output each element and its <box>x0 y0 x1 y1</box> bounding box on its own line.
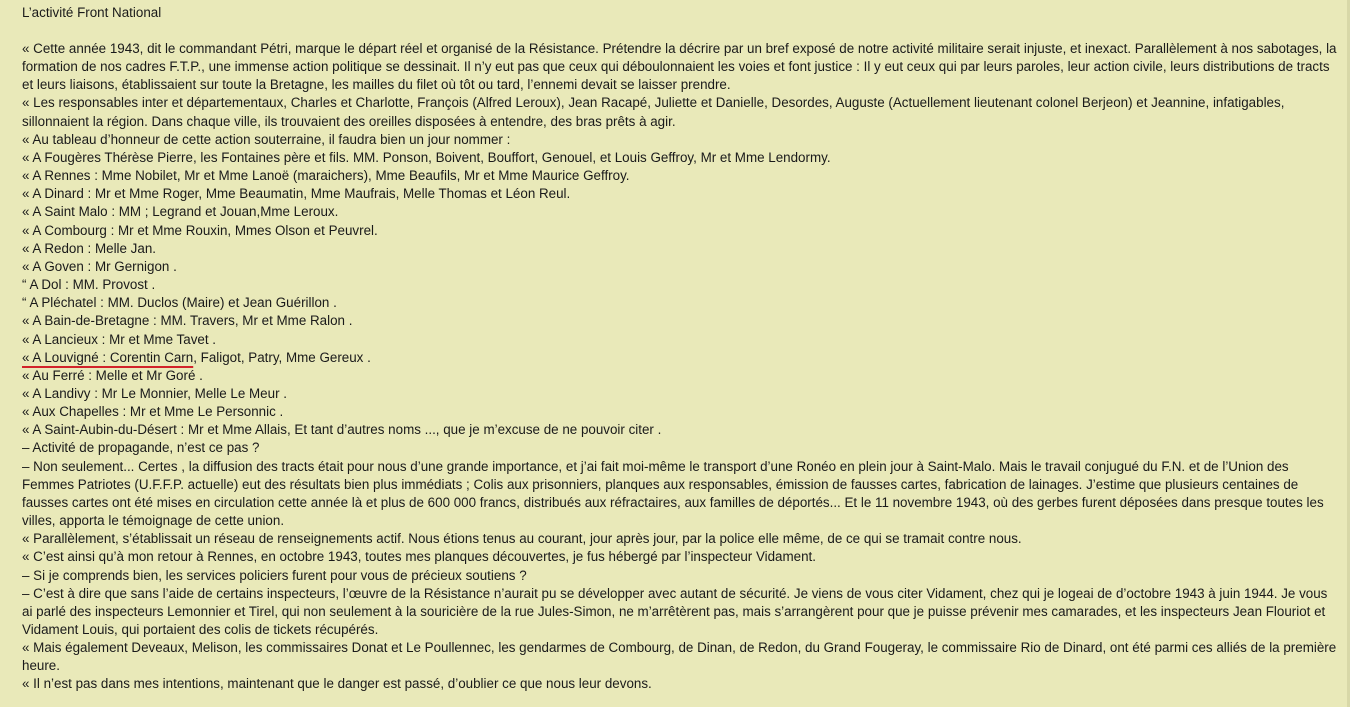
paragraph: « Mais également Deveaux, Melison, les commissaires Donat et Le Poullennec, les gendarmes de Combourg, de Dinan, de Redon, du Grand Fougeray, le commissaire Rio de Dinard, ont été parmi ces alliés de la première heure. <box>22 640 1337 674</box>
paragraph: « Aux Chapelles : Mr et Mme Le Personnic . <box>22 404 284 420</box>
highlighted-text: « A Louvigné : Corentin Carn <box>22 349 194 365</box>
document-title: L’activité Front National <box>22 5 162 20</box>
paragraph-tail: , Faligot, Patry, Mme Gereux . <box>193 349 371 365</box>
paragraph: « A Goven : Mr Gernigon . <box>22 258 177 274</box>
paragraph: « A Saint-Aubin-du-Désert : Mr et Mme Allais, Et tant d’autres noms ..., que je m’excuse de ne pouvoir citer . <box>22 422 662 438</box>
paragraph: « A Lancieux : Mr et Mme Tavet . <box>22 331 217 347</box>
paragraph: – Non seulement... Certes , la diffusion des tracts était pour nous d’une grande importance, et j’ai fait moi-même le transport d’une Ronéo en plein jour à Saint-Malo. Mais le travail conjugué du F.N. et de l’Union des Femmes Patriotes (U.F.F.P. actuelle) eut des résultats bien plus immédiats ; Colis aux prisonniers, planques aux responsables, émission de fausses cartes, fabrication de lainages. J’estime que plusieurs centaines de fausses cartes ont été mises en circulation cette année là et plus de 600 000 francs, distribués aux réfractaires, aux familles de déportés... Et le 11 novembre 1943, où des gerbes furent déposées dans presque toutes les villes, apporta le témoignage de cette union. <box>22 458 1324 529</box>
document-body <box>22 40 1341 694</box>
paragraph: « Au tableau d’honneur de cette action souterraine, il faudra bien un jour nommer : <box>22 131 511 147</box>
paragraph: « Il n’est pas dans mes intentions, maintenant que le danger est passé, d’oublier ce que nous leur devons. <box>22 676 652 692</box>
paragraph: « A Rennes : Mme Nobilet, Mr et Mme Lanoë (maraichers), Mme Beaufils, Mr et Mme Maurice Geffroy. <box>22 168 630 184</box>
paragraph: “ A Pléchatel : MM. Duclos (Maire) et Jean Guérillon . <box>22 295 337 311</box>
paragraph: « A Bain-de-Bretagne : MM. Travers, Mr et Mme Ralon . <box>22 313 353 329</box>
paragraph: « Au Ferré : Melle et Mr Goré . <box>22 367 203 383</box>
paragraph: « Les responsables inter et départementaux, Charles et Charlotte, François (Alfred Leroux), Jean Racapé, Juliette et Danielle, Desordes, Auguste (Actuellement lieutenant colonel Berjeon) et Jeannine, infatigables, sillonnaient la région. Dans chaque ville, ils trouvaient des oreilles disposées à entendre, des bras prêts à agir. <box>22 95 1285 129</box>
paragraph: « Cette année 1943, dit le commandant Pétri, marque le départ réel et organisé de la Résistance. Prétendre la décrire par un bref exposé de notre activité militaire serait injuste, et inexact. Parallèlement à nos sabotages, la formation de nos cadres F.T.P., une immense action politique se dessinait. Il n’y eut pas que ceux qui déboulonnaient les voies et font justice : Il y eut ceux qui par leurs paroles, leur action civile, leurs distributions de tracts et leurs liaisons, établissaient sur toute la Bretagne, les mailles du filet où tôt ou tard, l’ennemi devait se laisser prendre. <box>22 41 1337 93</box>
paragraph: « A Saint Malo : MM ; Legrand et Jouan,Mme Leroux. <box>22 204 339 220</box>
paragraph: – Si je comprends bien, les services policiers furent pour vous de précieux soutiens ? <box>22 567 527 583</box>
paragraph: « A Dinard : Mr et Mme Roger, Mme Beaumatin, Mme Maufrais, Melle Thomas et Léon Reul. <box>22 186 571 202</box>
paragraph: « Parallèlement, s’établissait un réseau de renseignements actif. Nous étions tenus au courant, jour après jour, par la police elle même, de ce qui se tramait contre nous. <box>22 531 1022 547</box>
paragraph: – C’est à dire que sans l’aide de certains inspecteurs, l’œuvre de la Résistance n’aurait pu se développer avec autant de sécurité. Je viens de vous citer Vidament, chez qui je logeai de d’octobre 1943 à juin 1944. Je vous ai parlé des inspecteurs Lemonnier et Tirel, qui non seulement à la souricière de la rue Jules-Simon, ne m’arrêtèrent pas, mais s’arrangèrent pour que je puisse prévenir mes camarades, et les inspecteurs Jean Flouriot et Vidament Louis, qui portaient des colis de tickets récupérés. <box>22 585 1328 637</box>
paragraph: « A Landivy : Mr Le Monnier, Melle Le Meur . <box>22 385 287 401</box>
paragraph-louvigne <box>22 349 1341 367</box>
paragraph: – Activité de propagande, n’est ce pas ? <box>22 440 260 456</box>
blank-line <box>22 22 1341 40</box>
paragraph: « A Fougères Thérèse Pierre, les Fontaines père et fils. MM. Ponson, Boivent, Bouffort, Genouel, et Louis Geffroy, Mr et Mme Lendormy. <box>22 149 831 165</box>
paragraph: « A Redon : Melle Jan. <box>22 240 156 256</box>
paragraph: « C’est ainsi qu’à mon retour à Rennes, en octobre 1943, toutes mes planques découvertes, je fus hébergé par l’inspecteur Vidament. <box>22 549 816 565</box>
paragraph: « A Combourg : Mr et Mme Rouxin, Mmes Olson et Peuvrel. <box>22 222 378 238</box>
paragraph: “ A Dol : MM. Provost . <box>22 277 156 293</box>
